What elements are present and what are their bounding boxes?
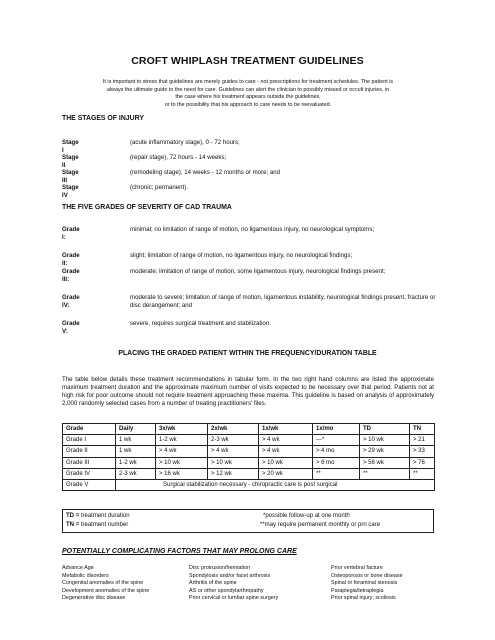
intro-line: the case where his treatment appears outside the guidelines, xyxy=(175,94,321,101)
table-cell: 2-3 wk xyxy=(208,435,259,446)
factor-item: Osteoporosis or bone disease xyxy=(331,572,403,579)
grade-label: Grade IV: xyxy=(62,294,80,309)
table-cell: ** xyxy=(360,468,410,479)
table-cell: > 29 wk xyxy=(360,446,410,457)
factor-item: Arthritis of the spine xyxy=(189,580,237,586)
stage-label: Stage IV xyxy=(62,184,79,199)
table-cell: > 12 wk xyxy=(208,468,259,479)
legend-note: **may require permanent monthly or prn care xyxy=(260,522,381,528)
table-header: TD xyxy=(360,424,410,435)
table-cell: Grade I xyxy=(63,435,116,446)
treatment-table xyxy=(62,423,435,491)
grade-text: moderate; limitation of range of motion, some ligamentous injury, neurological findings present; xyxy=(130,268,386,275)
table-header-row xyxy=(63,424,435,435)
table-cell: 1-2 wk xyxy=(156,435,208,446)
table-header: 1x/wk xyxy=(259,424,313,435)
intro-paragraph xyxy=(62,79,434,110)
table-header: TN xyxy=(410,424,435,435)
table-header: 3x/wk xyxy=(156,424,208,435)
stages-heading: THE STAGES OF INJURY xyxy=(62,115,144,122)
factor-item: Advance Age xyxy=(62,565,94,571)
factor-item: Paraplegia/tetraplegia xyxy=(331,587,384,594)
table-cell: > 6 mo xyxy=(313,457,360,468)
table-cell: > 20 wk xyxy=(259,468,313,479)
legend-text: treatment number xyxy=(80,522,129,528)
grade-label: Grade V: xyxy=(62,320,80,335)
table-cell-surgical: Surgical stabilization necessary - chiropractic care is post surgical xyxy=(116,479,435,490)
factor-item: Prior spinal injury; scoliosis xyxy=(331,595,396,601)
factor-item: Disc protrusion/herniation xyxy=(189,565,251,571)
table-cell: ---* xyxy=(313,435,360,446)
table-cell: > 10 wk xyxy=(360,435,410,446)
complicating-heading: POTENTIALLY COMPLICATING FACTORS THAT MAY PROLONG CARE xyxy=(62,548,297,555)
factor-item: Degenerative disc disease xyxy=(62,595,126,601)
placing-paragraph: The table below details these treatment recommendations in tabular form. In the two right hand columns are listed the approximate maximum treatment duration and the approximate maximum number of visits expected to be necessary over that period. Patients not at high risk for poor outcome should not require treatment approaching these maxima. This guideline is based on analysis of approximately 2,000 randomly selected cases from a number of treating practitioners' files. xyxy=(62,376,434,407)
table-row xyxy=(63,435,435,446)
table-cell: > 16 wk xyxy=(156,468,208,479)
grade-label: Grade I: xyxy=(62,226,80,241)
document-title: CROFT WHIPLASH TREATMENT GUIDELINES xyxy=(131,55,364,67)
stage-text: (acute inflammatory stage), 0 - 72 hours; xyxy=(130,139,240,146)
table-row xyxy=(63,446,435,457)
grade-label: Grade III: xyxy=(62,268,80,283)
table-cell: 1-2 wk xyxy=(116,457,156,468)
table-cell: 1 wk xyxy=(116,435,156,446)
stage-text: (repair stage), 72 hours - 14 weeks; xyxy=(130,154,227,161)
table-cell: > 56 wk xyxy=(360,457,410,468)
table-header: 2x/wk xyxy=(208,424,259,435)
table-cell: > 10 wk xyxy=(156,457,208,468)
grade-text: severe, requires surgical treatment and stabilization. xyxy=(130,320,271,327)
grade-label: Grade II: xyxy=(62,252,80,267)
table-cell: > 4 wk xyxy=(208,446,259,457)
table-cell: Grade III xyxy=(63,457,116,468)
table-cell: > 4 wk xyxy=(156,446,208,457)
intro-line: or to the possibility that his approach to care needs to be reevaluated. xyxy=(164,102,332,109)
legend-text: treatment duration xyxy=(80,513,130,519)
table-cell: Grade V xyxy=(63,479,116,490)
grade-text: slight; limitation of range of motion, no ligamentous injury, no neurological findings; xyxy=(130,252,353,259)
factors-column xyxy=(189,565,278,603)
grades-heading: THE FIVE GRADES OF SEVERITY OF CAD TRAUMA xyxy=(62,204,232,211)
factors-column xyxy=(62,565,149,603)
factor-item: Congenital anomalies of the spine xyxy=(62,580,144,586)
table-cell: > 4 wk xyxy=(259,435,313,446)
stage-label: Stage III xyxy=(62,169,79,184)
factors-column xyxy=(331,565,403,603)
table-cell: Grade IV xyxy=(63,468,116,479)
factor-item: Metabolic disorders xyxy=(62,572,109,579)
legend-key: TD = xyxy=(66,513,80,519)
legend-note: *possible follow-up at one month xyxy=(263,513,350,519)
grade-text: moderate to severe; limitation of range of motion, ligamentous instability, neurological findings present, fracture or disc derangement; and xyxy=(130,294,436,309)
table-cell: 1 wk xyxy=(116,446,156,457)
factor-item: Development anomalies of the spine xyxy=(62,587,150,594)
table-cell: ** xyxy=(313,468,360,479)
legend-key: TN = xyxy=(66,522,80,528)
table-cell: > 10 wk xyxy=(259,457,313,468)
table-cell: > 33 xyxy=(410,446,435,457)
table-header: 1x/mo xyxy=(313,424,360,435)
table-cell: Grade II xyxy=(63,446,116,457)
legend-tn xyxy=(66,522,128,528)
intro-line: It is important to stress that guidelines are merely guides to care - not prescriptions for treatment schedules. The patient is xyxy=(102,79,394,85)
table-header: Daily xyxy=(116,424,156,435)
table-cell: 2-3 wk xyxy=(116,468,156,479)
factor-item: Spinal or foraminal stenosis xyxy=(331,580,398,586)
stage-text: (chronic; permanent). xyxy=(130,184,188,191)
table-header: Grade xyxy=(63,424,116,435)
table-cell: > 76 xyxy=(410,457,435,468)
table-row xyxy=(63,468,435,479)
table-cell: > 4 wk xyxy=(259,446,313,457)
table-cell: > 4 mo xyxy=(313,446,360,457)
factor-item: Prior vertebral facture xyxy=(331,565,383,571)
legend-td xyxy=(66,513,130,519)
table-cell: ** xyxy=(410,468,435,479)
table-row xyxy=(63,479,435,490)
intro-line: always the ultimate guide to the need for care. Guidelines can alert the clinician to possibly missed or occult injuries, in xyxy=(106,86,390,93)
stage-label: Stage II xyxy=(62,154,79,169)
table-legend xyxy=(62,509,434,533)
stage-text: (remodeling stage), 14 weeks - 12 months or more; and xyxy=(130,169,281,176)
factor-item: AS or other spondylarthropathy xyxy=(189,587,264,594)
grade-text: minimal; no limitation of range of motion, no ligamentous injury, no neurological symptoms; xyxy=(130,226,375,233)
factor-item: Spondylosis and/or facet arthrosis xyxy=(189,572,271,579)
table-cell: > 10 wk xyxy=(208,457,259,468)
factor-item: Prior cervical or lumbar spine surgery xyxy=(189,595,279,601)
placing-heading: PLACING THE GRADED PATIENT WITHIN THE FREQUENCY/DURATION TABLE xyxy=(118,350,377,357)
table-row xyxy=(63,457,435,468)
table-cell: > 21 xyxy=(410,435,435,446)
stage-label: Stage I xyxy=(62,139,79,154)
